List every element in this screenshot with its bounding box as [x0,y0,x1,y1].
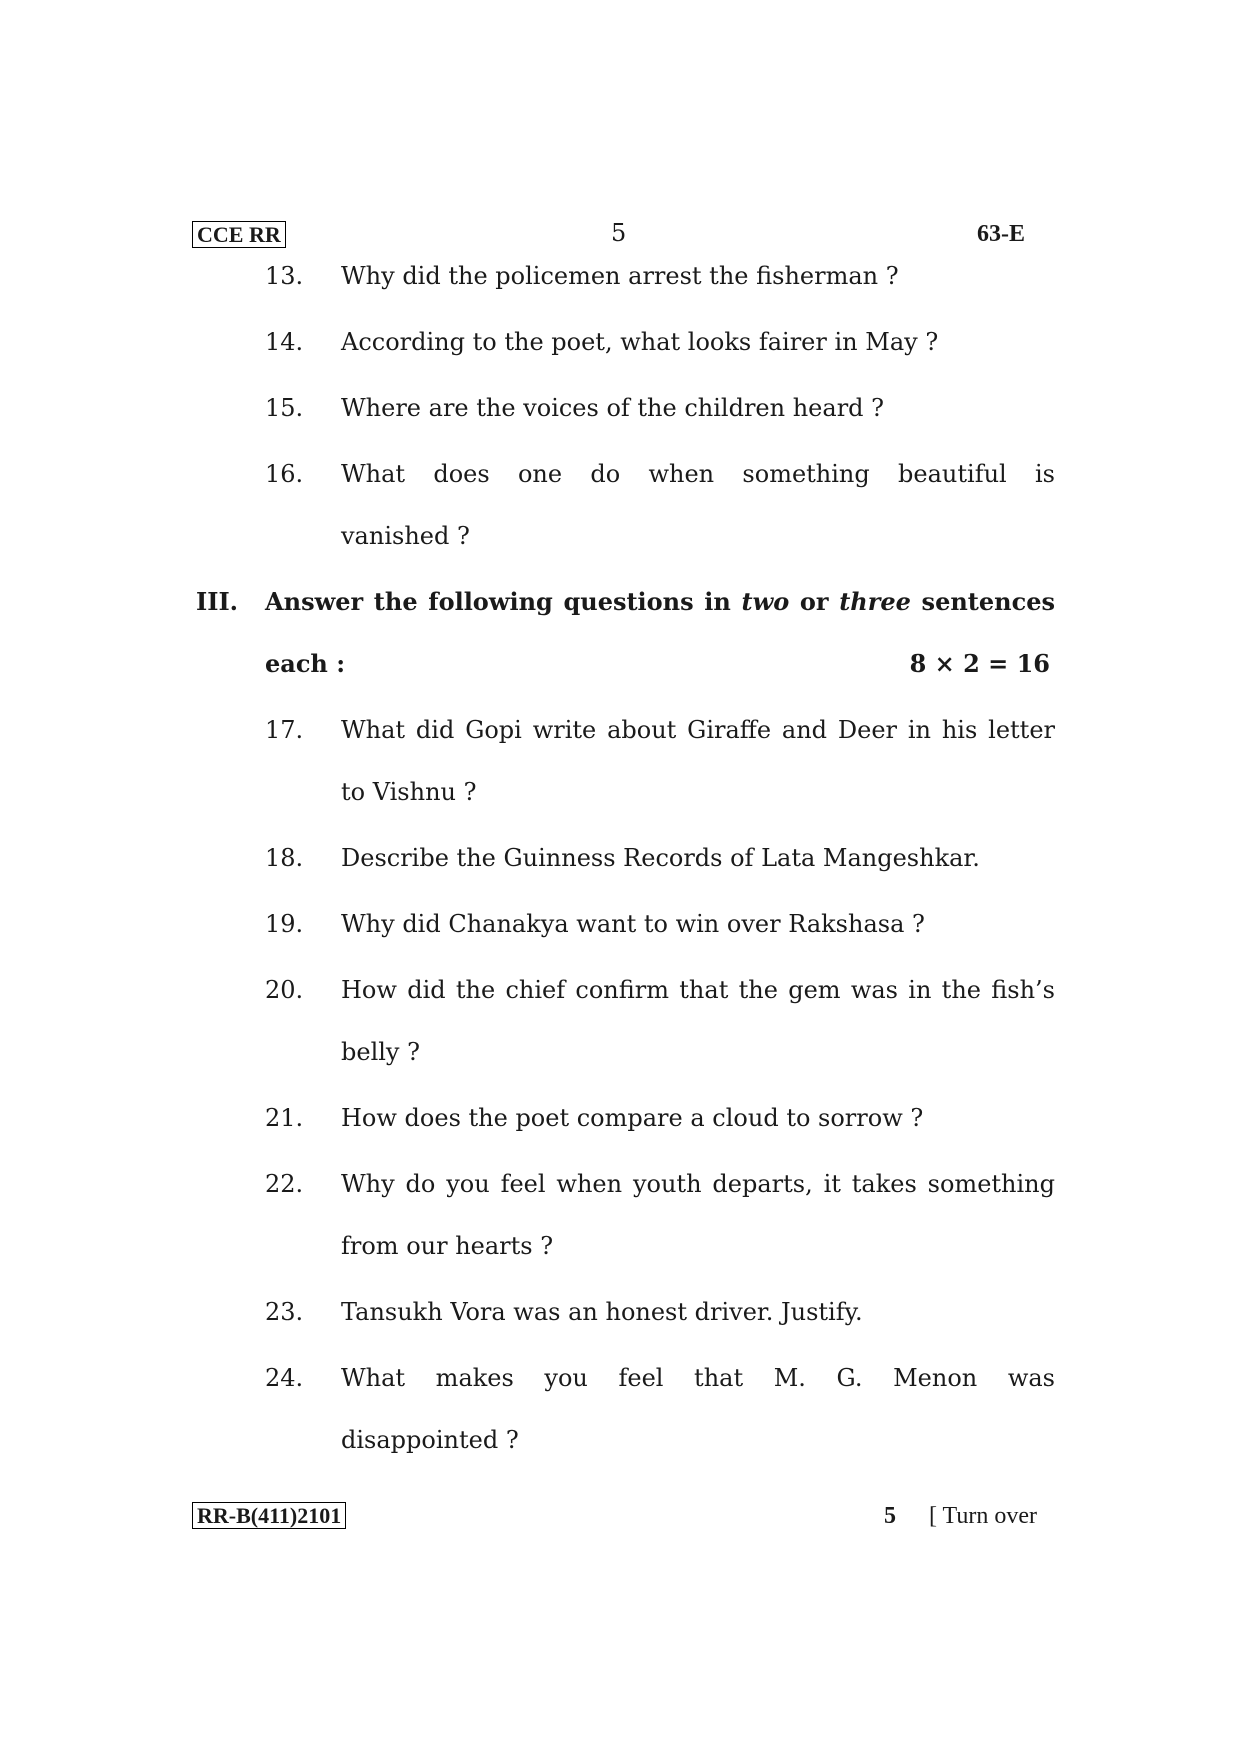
question-text-line2: from our hearts ? [341,1232,554,1260]
question-number: 15. [265,394,304,422]
question-number: 20. [265,976,304,1004]
question-text: According to the poet, what looks fairer in May ? [341,328,939,356]
question-text-line1: Why do you feel when youth departs, it takes something [341,1170,1055,1198]
question-number: 16. [265,460,304,488]
footer-code: RR-B(411)2101 [192,1502,346,1529]
question-text-line1: How did the chief confirm that the gem was in the fish’s [341,976,1055,1004]
question-text-line2: vanished ? [341,522,470,550]
footer-page-number: 5 [884,1503,896,1529]
question-number: 21. [265,1104,304,1132]
question-text: Describe the Guinness Records of Lata Mangeshkar. [341,844,980,872]
question-number: 23. [265,1298,304,1326]
section-numeral: III. [196,587,239,616]
footer-turn-over: [ Turn over [929,1503,1038,1529]
header-page-number: 5 [611,219,627,247]
question-text-line1: What makes you feel that M. G. Menon was [341,1364,1055,1392]
question-text: Tansukh Vora was an honest driver. Justify. [341,1298,863,1326]
question-number: 19. [265,910,304,938]
question-number: 24. [265,1364,304,1392]
question-text-line1: What does one do when something beautiful is [341,460,1055,488]
question-number: 17. [265,716,304,744]
question-number: 13. [265,262,304,290]
question-number: 14. [265,328,304,356]
question-number: 22. [265,1170,304,1198]
section-marks: 8 × 2 = 16 [909,649,1050,678]
question-number: 18. [265,844,304,872]
question-text: Why did Chanakya want to win over Rakshasa ? [341,910,925,938]
header-code-right: 63-E [977,221,1025,247]
question-text: Why did the policemen arrest the fisherman ? [341,262,899,290]
section-instruction-end: each : [265,649,346,678]
question-text-line2: to Vishnu ? [341,778,477,806]
section-instruction: Answer the following questions in two or three sentences [265,587,1055,616]
question-text-line2: belly ? [341,1038,420,1066]
header-code-left: CCE RR [192,221,286,248]
question-text: How does the poet compare a cloud to sorrow ? [341,1104,924,1132]
question-text-line1: What did Gopi write about Giraffe and Deer in his letter [341,716,1055,744]
question-text-line2: disappointed ? [341,1426,519,1454]
question-text: Where are the voices of the children heard ? [341,394,885,422]
